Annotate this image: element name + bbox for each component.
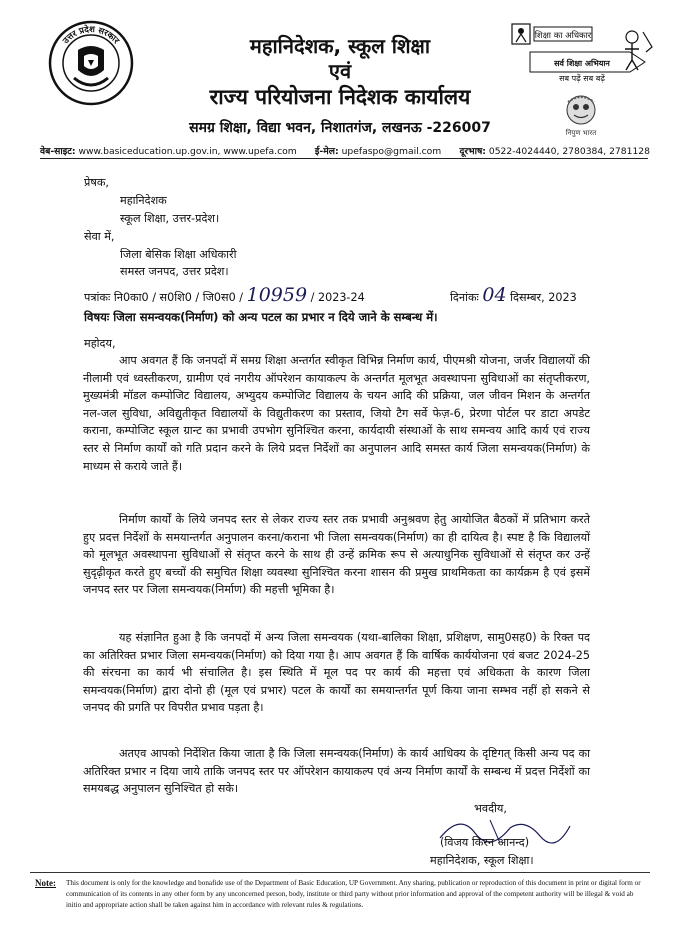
ssa-logo-line1: सर्व शिक्षा अभियान [554,59,610,68]
nipun-bharat-logo [556,94,606,138]
closing: भवदीय, [474,802,507,815]
from-label: प्रेषक, [84,176,109,189]
header-divider [40,158,648,159]
subject-line: विषयः जिला समन्वयक(निर्माण) को अन्य पटल का प्रभार न दिये जाने के सम्बन्ध में। [84,310,438,324]
email-link[interactable]: upefaspo@gmail.com [341,146,442,157]
nipun-logo-text: निपुण भारत [565,129,597,137]
paragraph-1: आप अवगत हैं कि जनपदों में समग्र शिक्षा अन्तर्गत स्वीकृत विभिन्न निर्माण कार्य, पीएमश्री योजना, जर्जर विद्यालयों की नीलामी एवं ध्वस्तीकरण, ग्रामीण एवं नगरीय ऑपरेशन कायाकल्प के अन्तर्गत मूलभूत अवस्थापना सुविधाओं का संतृप्तीकरण, मुख्यमंत्री मॉडल कम्पोजिट विद्यालय, अभ्युदय कम्पोजिट विद्यालय के चयन आदि की प्रक्रिया, जल जीवन मिशन के अन्तर्गत नल-जल सुविधा, अविद्युतीकृत विद्यालयों के विद्युतीकरण का प्रस्ताव, जियो टैग सर्वे फेज़-6, प्रेरणा पोर्टल पर डाटा अपडेट कराना, कम्पोजिट स्कूल ग्रान्ट का प्रभावी उपभोग सुनिश्चित करना, कार्यदायी संस्थाओं के साथ समन्वय आदि कार्य एवं राज्य स्तर से निर्माण कार्यों को गति प्रदान करने के लिये प्रदत्त निर्देशों का अनुपालन आदि समस्त कार्य जिला समन्वयक(निर्माण) के माध्यम से कराये जाते हैं। [83,354,590,473]
reference-line [84,286,365,307]
footer-note [35,878,650,911]
header-address: समग्र शिक्षा, विद्या भवन, निशातगंज, लखनऊ -226007 [189,120,491,136]
date-line [450,286,577,307]
paragraph-4: अतएव आपको निर्देशित किया जाता है कि जिला समन्वयक(निर्माण) के कार्य आधिक्य के दृष्टिगत् किसी अन्य पद का अतिरिक्त प्रभार न दिया जाये ताकि जनपद स्तर पर ऑपरेशन कायाकल्प एवं अन्य निर्माण कार्यों के सम्बन्ध में प्रदत्त निर्देशों का समयबद्ध अनुपालन सुनिश्चित हो सके। [83,747,590,796]
from-line-1: महानिदेशक [120,194,167,207]
ssa-logo-line2: सब पढ़ें सब बढ़ें [559,74,605,83]
footer-divider [30,872,650,873]
header-line-1: महानिदेशक, स्कूल शिक्षा [249,34,431,58]
signatory-name: (विजय किरन आनन्द) [440,836,530,849]
sarva-shiksha-logo [510,22,660,87]
note-label: Note: [35,878,56,888]
date-day-handwritten: 04 [482,284,507,306]
emblem-text: उत्तर प्रदेश सरकार [61,24,121,47]
paragraph-3: यह संज्ञानित हुआ है कि जनपदों में अन्य जिला समन्वयक (यथा-बालिका शिक्षा, प्रशिक्षण, सामु0सह0) के रिक्त पद का अतिरिक्त प्रभार जिला समन्वयक(निर्माण) को दिया गया है। आप अवगत हैं कि वार्षिक कार्ययोजना एवं बजट 2024-25 की संरचना का कार्य भी संचालित है। इस स्थिति में मूल पद पर कार्य की महत्ता एवं अधिकता के कारण जिला समन्वयक(निर्माण) द्वारा दोनो ही (मूल एवं प्रभार) पटल के कार्यों का समयान्तर्गत पूर्ण किया जाना सम्भव नहीं हो सकने से जनपद की प्रगति पर विपरीत प्रभाव पड़ता है। [83,631,590,715]
ref-suffix: / 2023-24 [310,291,365,304]
ref-prefix: पत्रांकः नि0का0 / स0शि0 / जि0स0 / [84,291,244,304]
website-link[interactable]: www.basiceducation.up.gov.in, www.upefa.com [78,146,297,157]
date-label: दिनांकः [450,291,479,304]
phone-block: दूरभाष: 0522-4024440, 2780384, 2781128 [459,146,650,157]
note-text: This document is only for the knowledge and bonafide use of the Department of Basic Education, UP Government. Any sharing, publication or reproduction of this document in print or digital form or communication of its contents in any other form by any unconcerned person, body, institute or third party without prior information and approval of the competent authority will be illegal & void ab initio and appropriate action shall be taken against him in accordance with relevant rules & regulations. [66,879,641,909]
from-line-2: स्कूल शिक्षा, उत्तर-प्रदेश। [120,212,220,225]
header-line-2: एवं [328,59,352,83]
header-line-3: राज्य परियोजना निदेशक कार्यालय [209,85,471,109]
to-line-1: जिला बेसिक शिक्षा अधिकारी [120,248,237,261]
to-label: सेवा में, [84,230,115,243]
date-rest: दिसम्बर, 2023 [510,291,577,304]
email-block: ई-मेल: upefaspo@gmail.com [314,146,442,157]
salutation: महोदय, [84,337,116,350]
to-line-2: समस्त जनपद, उत्तर प्रदेश। [120,265,229,278]
website-block: वेब-साइट: www.basiceducation.up.gov.in, www.upefa.com [40,146,297,157]
phone-numbers: 0522-4024440, 2780384, 2781128 [488,146,650,157]
rte-logo-text: शिक्षा का अधिकार [534,31,592,41]
ref-number-handwritten: 10959 [246,284,308,306]
signatory-title: महानिदेशक, स्कूल शिक्षा। [430,854,534,867]
contact-line [40,144,650,157]
paragraph-2: निर्माण कार्यों के लिये जनपद स्तर से लेकर राज्य स्तर तक प्रभावी अनुश्रवण हेतु आयोजित बैठकों में प्रतिभाग करते हुए प्रदत्त निर्देशों के समयान्तर्गत अनुपालन करना/कराना भी जिला समन्वयक(निर्माण) का ही दायित्व है। स्पष्ट है कि विद्यालयों को मूलभूत अवस्थापना सुविधाओं से संतृप्त करने के साथ ही उन्हें क्रमिक रूप से अत्याधुनिक सुविधाओं से संतृप्त कर उन्हें सुदृढ़ीकृत करते हुए बच्चों की समुचित शिक्षा व्यवस्था सुनिश्चित करना शासन की प्रमुख प्राथमिकता का कार्यक्रम है एवं इसमें जनपद स्तर पर जिला समन्वयक(निर्माण) की महत्ती भूमिका है। [83,513,590,597]
